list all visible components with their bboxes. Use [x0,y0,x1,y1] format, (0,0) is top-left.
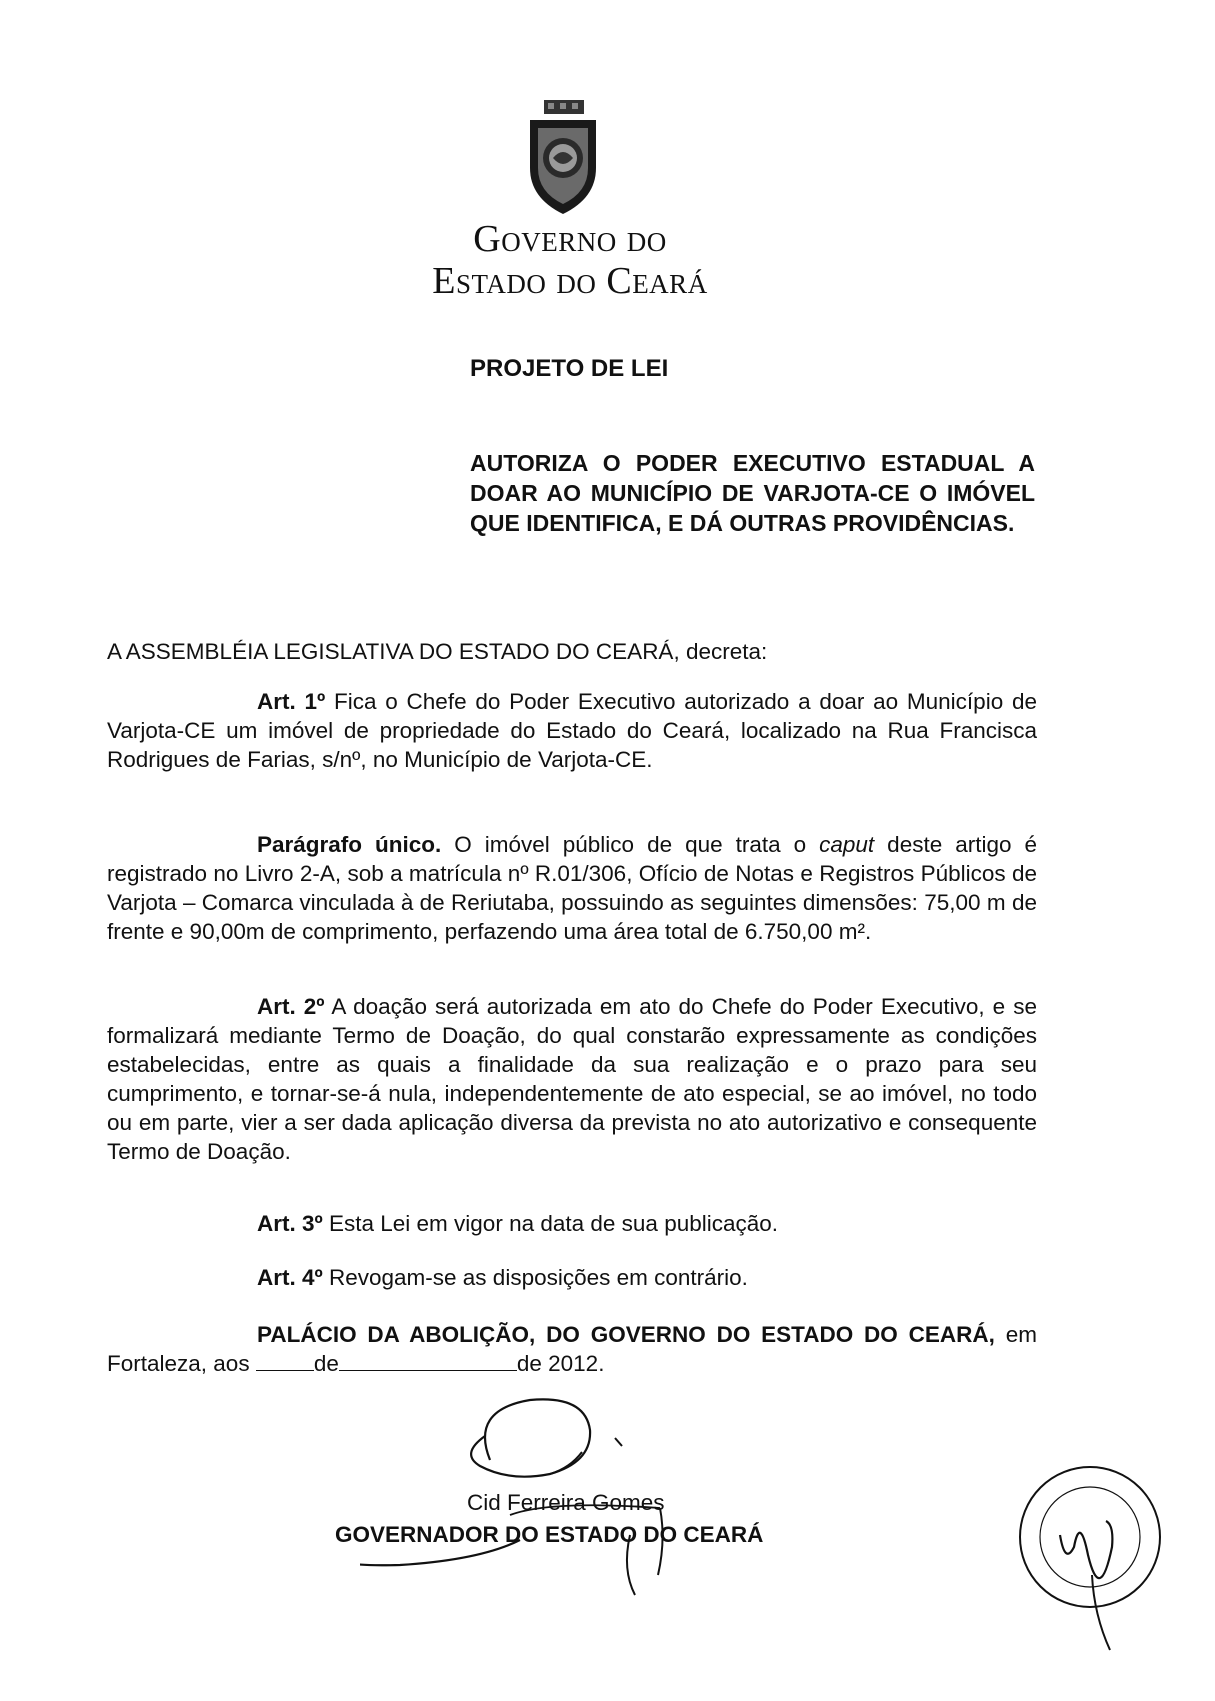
bill-summary: AUTORIZA O PODER EXECUTIVO ESTADUAL A DOAR AO MUNICÍPIO DE VARJOTA-CE O IMÓVEL QUE IDENTIFICA, E DÁ OUTRAS PROVIDÊNCIAS. [470,450,1035,536]
signatory-role: GOVERNADOR DO ESTADO DO CEARÁ [335,1522,764,1547]
sole-paragraph-text-a: O imóvel público de que trata o [441,832,820,857]
closing-de: de [313,1351,339,1376]
caput-term: caput [819,832,875,857]
article-1-text: Fica o Chefe do Poder Executivo autorizado a doar ao Município de Varjota-CE um imóvel de propriedade do Estado do Ceará, localizado na Rua Francisca Rodrigues de Farias, s/nº, no Município de Varjota-CE. [107,689,1037,772]
government-line-2: Estado do Ceará [432,260,708,302]
procuradoria-stamp-icon [1010,1455,1170,1655]
article-2 [107,992,1037,1166]
article-2-label: Art. 2º [257,994,325,1019]
government-header [420,218,720,302]
article-3 [107,1209,1037,1238]
article-4-text: Revogam-se as disposições em contrário. [322,1265,748,1290]
closing-text: em Fortaleza, aos [107,1322,1037,1376]
article-2-text: A doação será autorizada em ato do Chefe do Poder Executivo, e se formalizará mediante Termo de Doação, do qual constarão expressamente as condições estabelecidas, entre as quais a finalidade da sua realização e o prazo para seu cumprimento, e tornar-se-á nula, independentemente de ato especial, se ao imóvel, no todo ou em parte, vier a ser dada aplicação diversa da prevista no ato autorizativo e consequente Termo de Doação. [107,994,1037,1164]
article-3-label: Art. 3º [257,1211,323,1236]
article-4 [107,1263,1037,1292]
closing-place-date [107,1320,1037,1378]
article-3-text: Esta Lei em vigor na data de sua publicação. [322,1211,779,1236]
government-line-1: Governo do [473,218,667,260]
sole-paragraph-text-b: deste artigo é registrado no Livro 2-A, sob a matrícula nº R.01/306, Ofício de Notas e Registros Públicos de Varjota – Comarca vinculada à de Reriutaba, possuindo as seguintes dimensões: 75,00 m de frente e 90,00m de comprimento, perfazendo uma área total de 6.750,00 m². [107,832,1037,944]
bill-title: PROJETO DE LEI [470,355,669,382]
article-1 [107,687,1037,774]
article-4-label: Art. 4º [257,1265,323,1290]
state-coat-of-arms-icon [520,98,606,218]
month-blank [339,1350,517,1371]
closing-year: de 2012. [516,1351,605,1376]
closing-label: PALÁCIO DA ABOLIÇÃO, DO GOVERNO DO ESTADO DO CEARÁ, [257,1322,995,1347]
article-1-label: Art. 1º [257,689,326,714]
sole-paragraph-label: Parágrafo único. [257,832,442,857]
sole-paragraph [107,830,1037,946]
signatory-name: Cid Ferreira Gomes [467,1490,665,1515]
day-blank [256,1350,314,1371]
decree-preamble: A ASSEMBLÉIA LEGISLATIVA DO ESTADO DO CEARÁ, decreta: [107,639,768,664]
